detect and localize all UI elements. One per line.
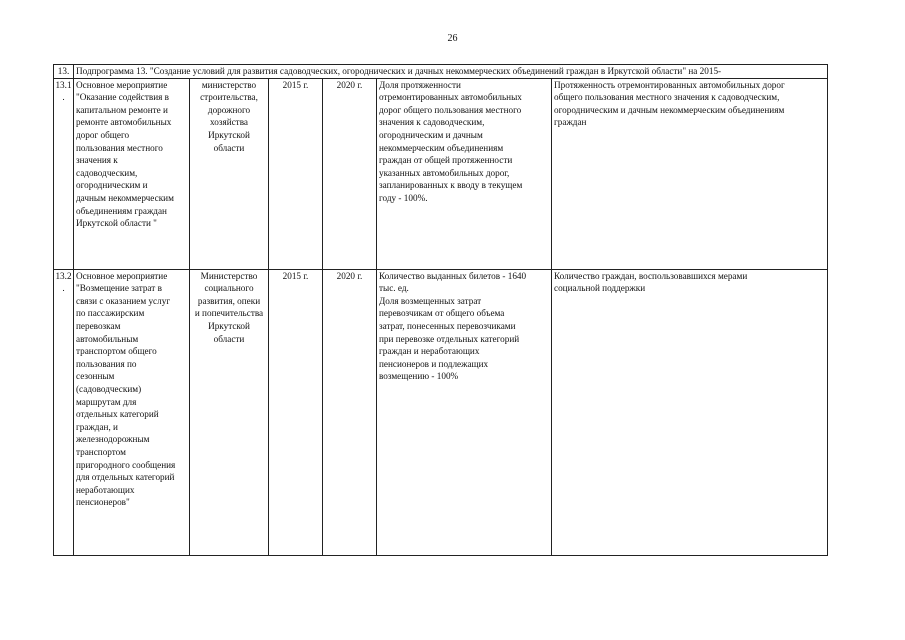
indicator-cell: Количество выданных билетов - 1640 тыс. ед. Доля возмещенных затрат перевозчикам от общего объема затрат, понесенных перевозчиками при перевозке отдельных категорий граждан и неработающих пенсионеров и подлежащих возмещению - 100% xyxy=(377,269,552,555)
event-cell: Основное мероприятие "Возмещение затрат в связи с оказанием услуг по пассажирским перевозкам автомобильным транспортом общего пользования по сезонным (садоводческим) маршрутам для отдельных категорий граждан, и железнодорожным транспортом пригородного сообщения для отдельных категорий неработающих пенсионеров" xyxy=(74,269,190,555)
end-year-cell: 2020 г. xyxy=(323,269,377,555)
start-year-cell: 2015 г. xyxy=(269,78,323,269)
executor-cell: Министерство социального развития, опеки и попечительства Иркутской области xyxy=(190,269,269,555)
event-cell: Основное мероприятие "Оказание содействия в капитальном ремонте и ремонте автомобильных дорог общего пользования местного значения к садоводческим, огородническим и дачным некоммерческим объединениям граждан Иркутской области " xyxy=(74,78,190,269)
page-number: 26 xyxy=(447,33,458,44)
end-year-cell: 2020 г. xyxy=(323,78,377,269)
subprogram-number: 13. xyxy=(54,65,74,79)
result-cell: Протяженность отремонтированных автомобильных дорог общего пользования местного значения к садоводческим, огородническим и дачным некоммерческим объединениям граждан xyxy=(552,78,828,269)
start-year-cell: 2015 г. xyxy=(269,269,323,555)
program-table xyxy=(53,64,828,556)
table-row xyxy=(54,269,828,555)
subprogram-title: Подпрограмма 13. "Создание условий для развития садоводческих, огороднических и дачных некоммерческих объединений граждан в Иркутской области" на 2015- xyxy=(74,65,828,79)
subprogram-row xyxy=(54,65,828,79)
row-number: 13.2. xyxy=(54,269,74,555)
executor-cell: министерство строительства, дорожного хозяйства Иркутской области xyxy=(190,78,269,269)
table-row xyxy=(54,78,828,269)
indicator-cell: Доля протяженности отремонтированных автомобильных дорог общего пользования местного значения к садоводческим, огородническим и дачным некоммерческим объединениям граждан от общей протяженности указанных автомобильных дорог, запланированных к вводу в текущем году - 100%. xyxy=(377,78,552,269)
row-number: 13.1. xyxy=(54,78,74,269)
result-cell: Количество граждан, воспользовавшихся мерами социальной поддержки xyxy=(552,269,828,555)
